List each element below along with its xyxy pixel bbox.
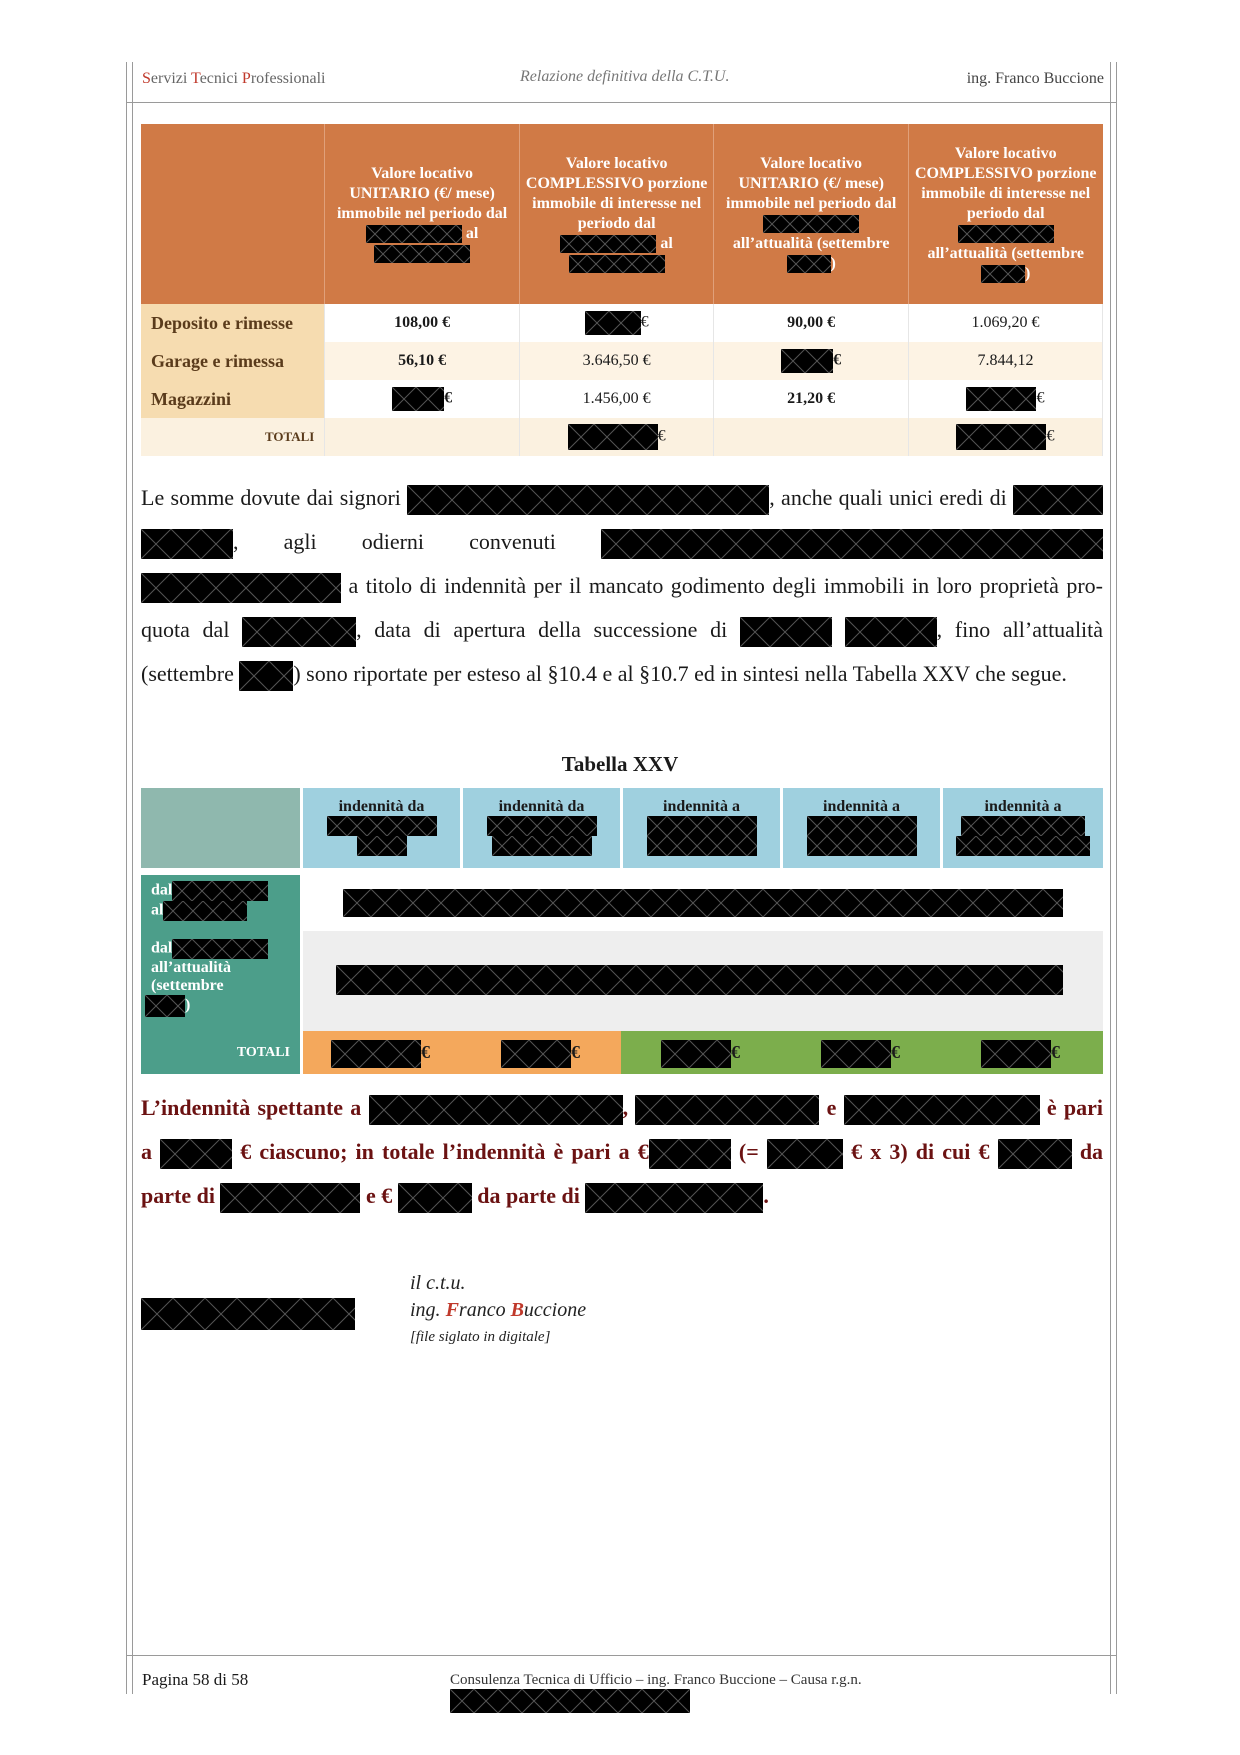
redaction: [998, 1139, 1072, 1169]
table-cell: €: [908, 380, 1102, 418]
totals-row: [141, 418, 1103, 456]
redaction: [966, 387, 1036, 411]
redaction: [956, 424, 1046, 450]
total-value: €: [501, 1031, 580, 1074]
redaction: [407, 485, 769, 515]
redaction: [336, 965, 1063, 995]
table-row: [141, 380, 1103, 418]
row-label-period1: dal al: [141, 875, 300, 931]
redaction: [172, 881, 268, 901]
redaction: [981, 1040, 1051, 1068]
paragraph-summary: Le somme dovute dai signori , anche quali unici eredi di , agli odierni convenuti a titolo di indennità per il mancato godimento degli immobili in loro proprietà pro-quota dal , data di apertura della successione di , fino all’attualità (settembre ) sono riportate per esteso al §10.4 e al §10.7 ed in sintesi nella Tabella XXV che segue.: [141, 476, 1103, 696]
redaction: [787, 255, 831, 273]
table-cell: €: [714, 342, 909, 380]
redaction: [1013, 485, 1103, 515]
total-value: €: [331, 1031, 430, 1074]
page-frame-right-inner: [1116, 62, 1117, 1694]
redaction: [568, 424, 658, 450]
redaction: [366, 225, 462, 243]
total-value: €: [981, 1031, 1060, 1074]
redaction: [160, 1139, 232, 1169]
table-cell: €: [325, 380, 520, 418]
redaction: [487, 816, 597, 836]
page-frame-right: [1110, 62, 1111, 1694]
table-header-col3: Valore locativo UNITARIO (€/ mese) immobile nel periodo dal all’attualità (settembre ): [714, 124, 909, 304]
table-cell: 21,20 €: [714, 380, 909, 418]
page-frame-left-inner: [132, 62, 133, 1694]
table-cell: €: [519, 304, 714, 342]
table-header-col1: Valore locativo UNITARIO (€/ mese) immobile nel periodo dal al: [325, 124, 520, 304]
redaction: [145, 995, 185, 1017]
redaction: [767, 1139, 843, 1169]
table-header-empty: [141, 124, 325, 304]
redaction: [450, 1689, 690, 1713]
page-footer: [142, 1670, 1104, 1692]
signature-name: ing. Franco Buccione: [410, 1299, 587, 1321]
signature-note: [file siglato in digitale]: [410, 1329, 551, 1345]
redaction: [141, 573, 341, 603]
redaction: [492, 836, 592, 856]
header-divider: [126, 102, 1117, 103]
redaction: [369, 1095, 623, 1125]
redaction: [981, 265, 1025, 283]
redaction: [961, 816, 1085, 836]
table-row: [303, 875, 1103, 931]
redaction: [501, 1040, 571, 1068]
table-cell: [714, 418, 909, 456]
redaction: [331, 1040, 421, 1068]
redaction: [844, 1095, 1040, 1125]
redaction: [821, 1040, 891, 1068]
redaction: [220, 1183, 360, 1213]
redaction: [357, 836, 407, 856]
table-cell: 7.844,12: [908, 342, 1102, 380]
redaction: [585, 1183, 763, 1213]
redaction: [958, 225, 1054, 243]
redaction: [956, 836, 1090, 856]
row-label-period2: dal all’attualità (settembre ): [141, 931, 300, 1031]
row-label: Magazzini: [141, 380, 325, 418]
page-frame-left: [126, 62, 127, 1694]
table-header-col2: indennità da: [463, 788, 620, 868]
table-header-col1: indennità da: [303, 788, 460, 868]
redaction: [343, 889, 1063, 917]
header-author: ing. Franco Buccione: [966, 70, 1104, 87]
redaction: [740, 617, 832, 647]
table-caption: Tabella XXV: [561, 752, 679, 776]
redaction: [649, 1139, 731, 1169]
redaction: [374, 245, 470, 263]
table-row: [141, 304, 1103, 342]
table-header-col5: indennità a: [943, 788, 1103, 868]
redaction: [807, 836, 917, 856]
table-cell: 90,00 €: [714, 304, 909, 342]
footer-divider: [126, 1655, 1117, 1656]
redaction: [807, 816, 917, 836]
redaction: [661, 1040, 731, 1068]
table-row: [303, 931, 1103, 1031]
redaction: [647, 816, 757, 836]
redaction: [242, 617, 356, 647]
redaction: [239, 661, 293, 691]
table-cell: [325, 418, 520, 456]
redaction: [763, 215, 859, 233]
redaction: [585, 311, 641, 335]
table-cell: 56,10 €: [325, 342, 520, 380]
total-value: €: [661, 1031, 740, 1074]
footer-center: Consulenza Tecnica di Ufficio – ing. Franco Buccione – Causa r.g.n.: [450, 1672, 1104, 1713]
rental-value-table: [141, 124, 1103, 456]
redaction: [163, 901, 247, 921]
header-left: Servizi Tecnici Professionali: [142, 70, 326, 87]
table-header-row: [141, 124, 1103, 304]
header-title: Relazione definitiva della C.T.U.: [520, 68, 730, 85]
page-number: Pagina 58 di 58: [142, 1670, 249, 1689]
table-cell: 1.456,00 €: [519, 380, 714, 418]
redaction: [327, 816, 437, 836]
table-header-col2: Valore locativo COMPLESSIVO porzione immobile di interesse nel periodo dal al: [519, 124, 714, 304]
redaction: [569, 255, 665, 273]
table-cell: 3.646,50 €: [519, 342, 714, 380]
table-header-col3: indennità a: [623, 788, 780, 868]
redaction: [141, 529, 233, 559]
row-label: Garage e rimessa: [141, 342, 325, 380]
table-row: [141, 342, 1103, 380]
redaction: [172, 939, 268, 959]
redaction: [601, 529, 1103, 559]
table-cell: 108,00 €: [325, 304, 520, 342]
table-corner: [141, 788, 300, 868]
redaction: [781, 349, 833, 373]
totals-label: TOTALI: [141, 1031, 300, 1074]
redaction: [560, 235, 656, 253]
paragraph-indemnity: L’indennità spettante a , e è pari a € ciascuno; in totale l’indennità è pari a € (= € x 3) di cui € da parte di e € da parte di .: [141, 1086, 1103, 1218]
signature-role: il c.t.u.: [410, 1272, 466, 1294]
table-cell: 1.069,20 €: [908, 304, 1102, 342]
table-cell: €: [519, 418, 714, 456]
redaction: [392, 387, 444, 411]
total-value: €: [821, 1031, 900, 1074]
totals-label: TOTALI: [141, 418, 325, 456]
signature-block: [410, 1270, 586, 1351]
page-header: [142, 70, 1104, 92]
redaction: [398, 1183, 472, 1213]
row-label: Deposito e rimesse: [141, 304, 325, 342]
redaction: [647, 836, 757, 856]
table-header-col4: indennità a: [783, 788, 940, 868]
redaction: [845, 617, 937, 647]
redaction: [635, 1095, 819, 1125]
table-cell: €: [908, 418, 1102, 456]
redaction: [141, 1298, 355, 1330]
table-header-col4: Valore locativo COMPLESSIVO porzione immobile di interesse nel periodo dal all’attualità (settembre ): [908, 124, 1102, 304]
